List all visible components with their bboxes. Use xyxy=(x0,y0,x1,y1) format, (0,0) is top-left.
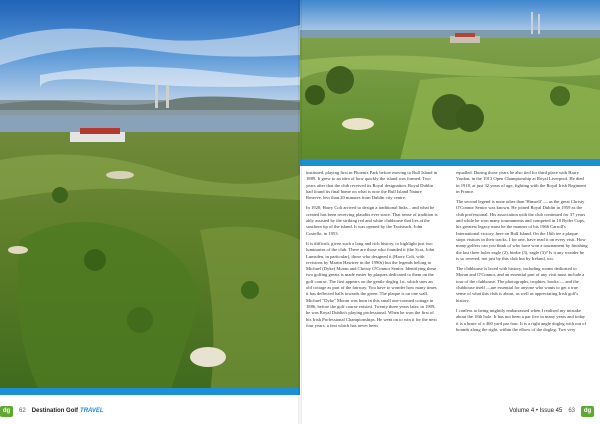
paragraph: In 1920, Harry Colt arrived to design a traditional links... and what he created has been receiving plaudits ever since. That sense of tradition is ably assisted by the striking red and white clubhouse that lies at the southern tip of the island. It was opened by the Taoiseach, John Costello, in 1953. xyxy=(306,205,438,236)
blue-divider-bar xyxy=(300,159,600,166)
magazine-subtitle: TRAVEL xyxy=(80,408,104,414)
paragraph: I confess to being mightily embarrassed when I realised my mistake about the 18th hole. It has not been a par five in many years and today it is a brute of a 460 yard par four. It is a right angle dogleg with out of bounds along the right, within the elbow of the dogleg. Two very xyxy=(456,307,586,332)
paragraph: instituted, playing first in Phoenix Park before moving to Bull Island in 1889. It grew to an idea of how quickly the island was formed. Two years after that the club received its Royal designation. Royal Dublin had found its final home on what is now the Bull Island Nature Reserve, less than 20 minutes from Dublin city centre. xyxy=(306,170,438,201)
article-column-1 xyxy=(306,170,438,333)
article-column-2 xyxy=(456,170,588,337)
issue-label: Volume 4 • Issue 45 xyxy=(509,408,563,414)
page-number: 62 xyxy=(19,408,26,414)
golf-course-photo xyxy=(300,0,600,160)
paragraph: The clubhouse is laced with history, including rooms dedicated to Moran and O'Connor, and an essential part of any visit must include a tour of the clubhouse. The photographs, trophies, books — and the clubhouse itself —are essential for anyone who wants to get a true sense of what this club is about, as well as appreciating Irish golf's history. xyxy=(456,266,585,303)
dg-logo-icon: dg xyxy=(581,406,594,417)
page-number: 63 xyxy=(568,408,575,414)
paragraph: equalled. During those years he also tied for third place with Harry Vardon, in the 1913 Open Championship at Royal Liverpool. He died in 1918, at just 32 years of age, fighting with the Royal Irish Regiment in France. xyxy=(456,170,587,194)
magazine-name: Destination Golf xyxy=(31,408,79,414)
right-footer xyxy=(300,404,600,418)
right-page xyxy=(300,0,600,424)
aerial-golf-course-photo xyxy=(0,0,300,393)
dg-logo-icon: dg xyxy=(0,406,13,417)
paragraph: It is difficult, given such a long and rich history, to highlight just two luminaries of the club. There are those who founded it (the Scot, John Lumsden, in particular), those who designed it (Harry Colt, with revisions by Martin Hawtree in the 1990s) but the legends belong to Michael (Dyke) Moran and Christy O'Connor Senior. Identifying these two golfing greats is made easier by plaques dedicated to them on the golf course. The first appears on the gentle dogleg 1st, which uses an old cottage as part of the fairway. You have to wonder how many times it has deflected balls towards the green. The plaque is on one wall. Michael "Dyke" Moran was born in this small one-roomed cottage in 1886, before the golf course existed. Twenty three years later, in 1909, he was Royal Dublin's playing professional. When he won the first of his Irish Professional Championships. He went on to win it for the next four years, a feat which has never been xyxy=(306,240,437,328)
paragraph: The second legend is none other than 'Himself' — as the great Christy O'Connor Senior was known. He joined Royal Dublin in 1959 as the club professional. His association with the club continued for 37 years and while he won many tournaments and competed in 10 Ryder Cups, his greatest legacy must be the manner of his 1966 Carroll's International victory, here on Bull Island. On the 16th tee a plaque stops visitors in their tracks. I for one, have read it on every visit. How many golfers can you think of who have won a tournament by finishing the last three holes eagle (2), birdie (3), eagle (3)? Is it any wonder he is so revered, not just by this club but by Ireland, too. xyxy=(456,199,588,261)
page-gutter xyxy=(298,0,302,424)
blue-divider-bar xyxy=(0,388,300,395)
left-footer xyxy=(0,404,300,418)
